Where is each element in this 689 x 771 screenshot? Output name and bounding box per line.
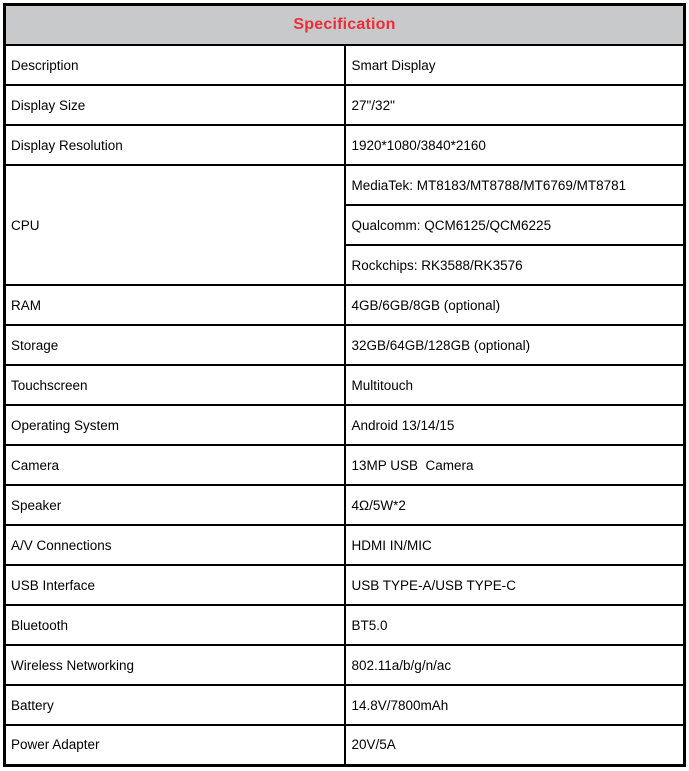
table-row [5, 405, 685, 445]
table-row [5, 645, 685, 685]
spec-value-cell: 32GB/64GB/128GB (optional) [345, 325, 685, 365]
spec-value-cell: 802.11a/b/g/n/ac [345, 645, 685, 685]
spec-label-touchscreen: Touchscreen [5, 365, 345, 405]
spec-label-camera: Camera [5, 445, 345, 485]
table-row [5, 685, 685, 725]
table-row [5, 85, 685, 125]
spec-label-wireless-networking: Wireless Networking [5, 645, 345, 685]
table-row [5, 45, 685, 85]
specification-table [3, 3, 686, 767]
table-row [5, 445, 685, 485]
spec-label-bluetooth: Bluetooth [5, 605, 345, 645]
spec-label-storage: Storage [5, 325, 345, 365]
table-row [5, 565, 685, 605]
spec-value-cell: 1920*1080/3840*2160 [345, 125, 685, 165]
spec-label-description: Description [5, 45, 345, 85]
spec-value-cell: 4GB/6GB/8GB (optional) [345, 285, 685, 325]
table-row [5, 165, 685, 205]
table-row [5, 725, 685, 765]
table-row [5, 325, 685, 365]
table-row [5, 605, 685, 645]
spec-value-cell: Qualcomm: QCM6125/QCM6225 [345, 205, 685, 245]
spec-label-usb-interface: USB Interface [5, 565, 345, 605]
spec-label-operating-system: Operating System [5, 405, 345, 445]
spec-value-cell: HDMI IN/MIC [345, 525, 685, 565]
spec-label-power-adapter: Power Adapter [5, 725, 345, 765]
spec-label-display-resolution: Display Resolution [5, 125, 345, 165]
spec-value-cell: Smart Display [345, 45, 685, 85]
spec-value-cell: 20V/5A [345, 725, 685, 765]
spec-table-body [5, 45, 685, 765]
spec-value-cell: MediaTek: MT8183/MT8788/MT6769/MT8781 [345, 165, 685, 205]
spec-value-cell: Multitouch [345, 365, 685, 405]
spec-label-display-size: Display Size [5, 85, 345, 125]
spec-label-battery: Battery [5, 685, 345, 725]
spec-value-cell: USB TYPE-A/USB TYPE-C [345, 565, 685, 605]
table-row [5, 485, 685, 525]
spec-value-cell: 27"/32" [345, 85, 685, 125]
spec-value-cell: 14.8V/7800mAh [345, 685, 685, 725]
spec-value-cell: BT5.0 [345, 605, 685, 645]
table-row [5, 525, 685, 565]
spec-label-ram: RAM [5, 285, 345, 325]
table-row [5, 125, 685, 165]
spec-value-cell: Rockchips: RK3588/RK3576 [345, 245, 685, 285]
spec-label-a-v-connections: A/V Connections [5, 525, 345, 565]
spec-value-cell: Android 13/14/15 [345, 405, 685, 445]
table-title: Specification [5, 5, 685, 46]
spec-label-cpu: CPU [5, 165, 345, 285]
table-row [5, 285, 685, 325]
spec-label-speaker: Speaker [5, 485, 345, 525]
table-row [5, 365, 685, 405]
spec-value-cell: 13MP USB Camera [345, 445, 685, 485]
table-header-row [5, 5, 685, 46]
spec-value-cell: 4Ω/5W*2 [345, 485, 685, 525]
